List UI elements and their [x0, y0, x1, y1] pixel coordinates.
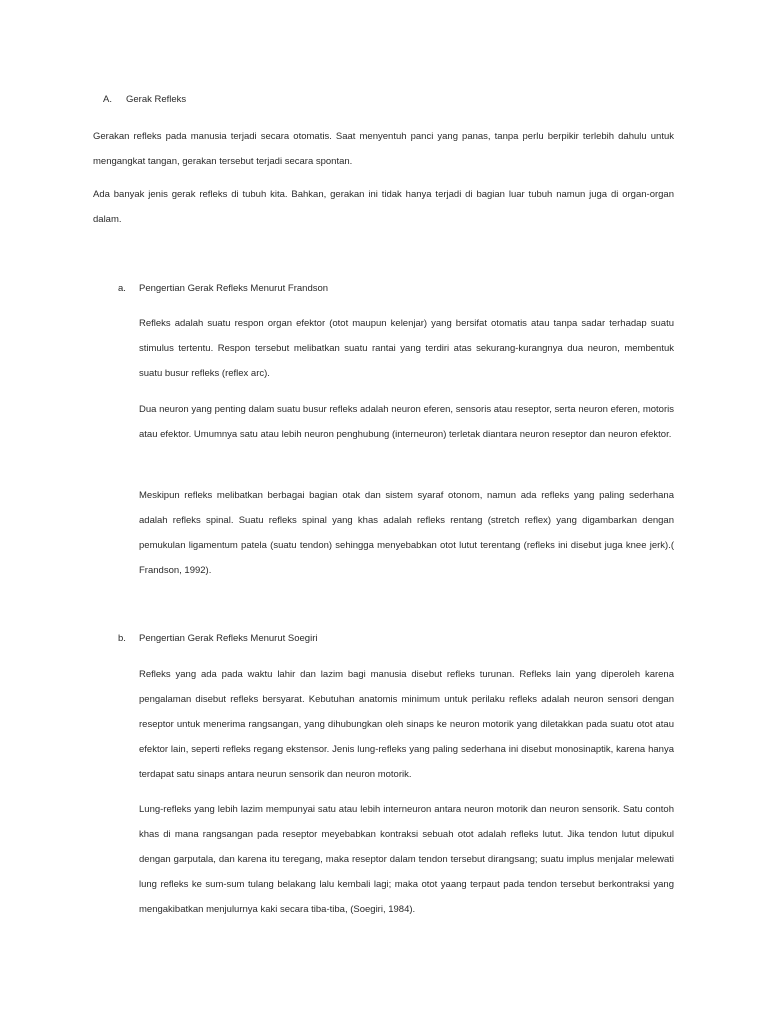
section-title: Gerak Refleks [126, 94, 187, 105]
subsection-marker: b. [118, 633, 126, 644]
subsection-heading-soegiri [118, 633, 317, 644]
subsection-title: Pengertian Gerak Refleks Menurut Soegiri [139, 633, 318, 644]
paragraph-soegiri-2: Lung-refleks yang lebih lazim mempunyai satu atau lebih interneuron antara neuron motorik dan neuron sensorik. Satu contoh khas di mana rangsangan pada reseptor meyebabkan kontraksi sebuah otot adalah refleks lutut. Jika tendon lutut dipukul dengan garputala, dan karena itu teregang, maka reseptor dalam tendon tersebut dirangsang; suatu implus menjalar melewati lung refleks ke sum-sum tulang belakang lalu kembali lagi; maka otot yaang terpaut pada tendon tersebut berkontraksi yang mengakibatkan menjulurnya kaki secara tiba-tiba, (Soegiri, 1984). [139, 804, 674, 915]
paragraph-frandson-1: Refleks adalah suatu respon organ efektor (otot maupun kelenjar) yang bersifat otomatis atau tanpa sadar terhadap suatu stimulus tertentu. Respon tersebut melibatkan suatu rantai yang terdiri atas sekurang-kurangnya dua neuron, membentuk suatu busur refleks (reflex arc). [139, 318, 674, 379]
paragraph-frandson-2: Dua neuron yang penting dalam suatu busur refleks adalah neuron eferen, sensoris atau reseptor, serta neuron eferen, motoris atau efektor. Umumnya satu atau lebih neuron penghubung (interneuron) terletak diantara neuron reseptor dan neuron efektor. [139, 404, 674, 440]
section-marker: A. [103, 94, 112, 105]
paragraph-intro-2: Ada banyak jenis gerak refleks di tubuh kita. Bahkan, gerakan ini tidak hanya terjadi di bagian luar tubuh namun juga di organ-organ dalam. [93, 189, 674, 225]
paragraph-soegiri-1: Refleks yang ada pada waktu lahir dan lazim bagi manusia disebut refleks turunan. Refleks lain yang diperoleh karena pengalaman disebut refleks bersyarat. Kebutuhan anatomis minimum untuk perilaku refleks adalah neuron sensori dengan reseptor untuk menerima rangsangan, yang dihubungkan oleh sinaps ke neuron motorik yang diletakkan pada suatu otot atau efektor lain, seperti refleks regang ekstensor. Jenis lung-refleks yang paling sederhana ini disebut monosinaptik, karena hanya terdapat satu sinaps antara neurun sensorik dan neuron motorik. [139, 669, 674, 780]
paragraph-frandson-3: Meskipun refleks melibatkan berbagai bagian otak dan sistem syaraf otonom, namun ada refleks yang paling sederhana adalah refleks spinal. Suatu refleks spinal yang khas adalah refleks rentang (stretch reflex) yang digambarkan dengan pemukulan ligamentum patela (suatu tendon) sehingga menyebabkan otot lutut terentang (refleks ini disebut juga knee jerk).( Frandson, 1992). [139, 490, 674, 576]
subsection-marker: a. [118, 283, 126, 294]
paragraph-intro-1: Gerakan refleks pada manusia terjadi secara otomatis. Saat menyentuh panci yang panas, tanpa perlu berpikir terlebih dahulu untuk mengangkat tangan, gerakan tersebut terjadi secara spontan. [93, 131, 674, 167]
subsection-title: Pengertian Gerak Refleks Menurut Frandson [139, 283, 329, 294]
section-heading [103, 94, 186, 105]
subsection-heading-frandson [118, 283, 328, 294]
